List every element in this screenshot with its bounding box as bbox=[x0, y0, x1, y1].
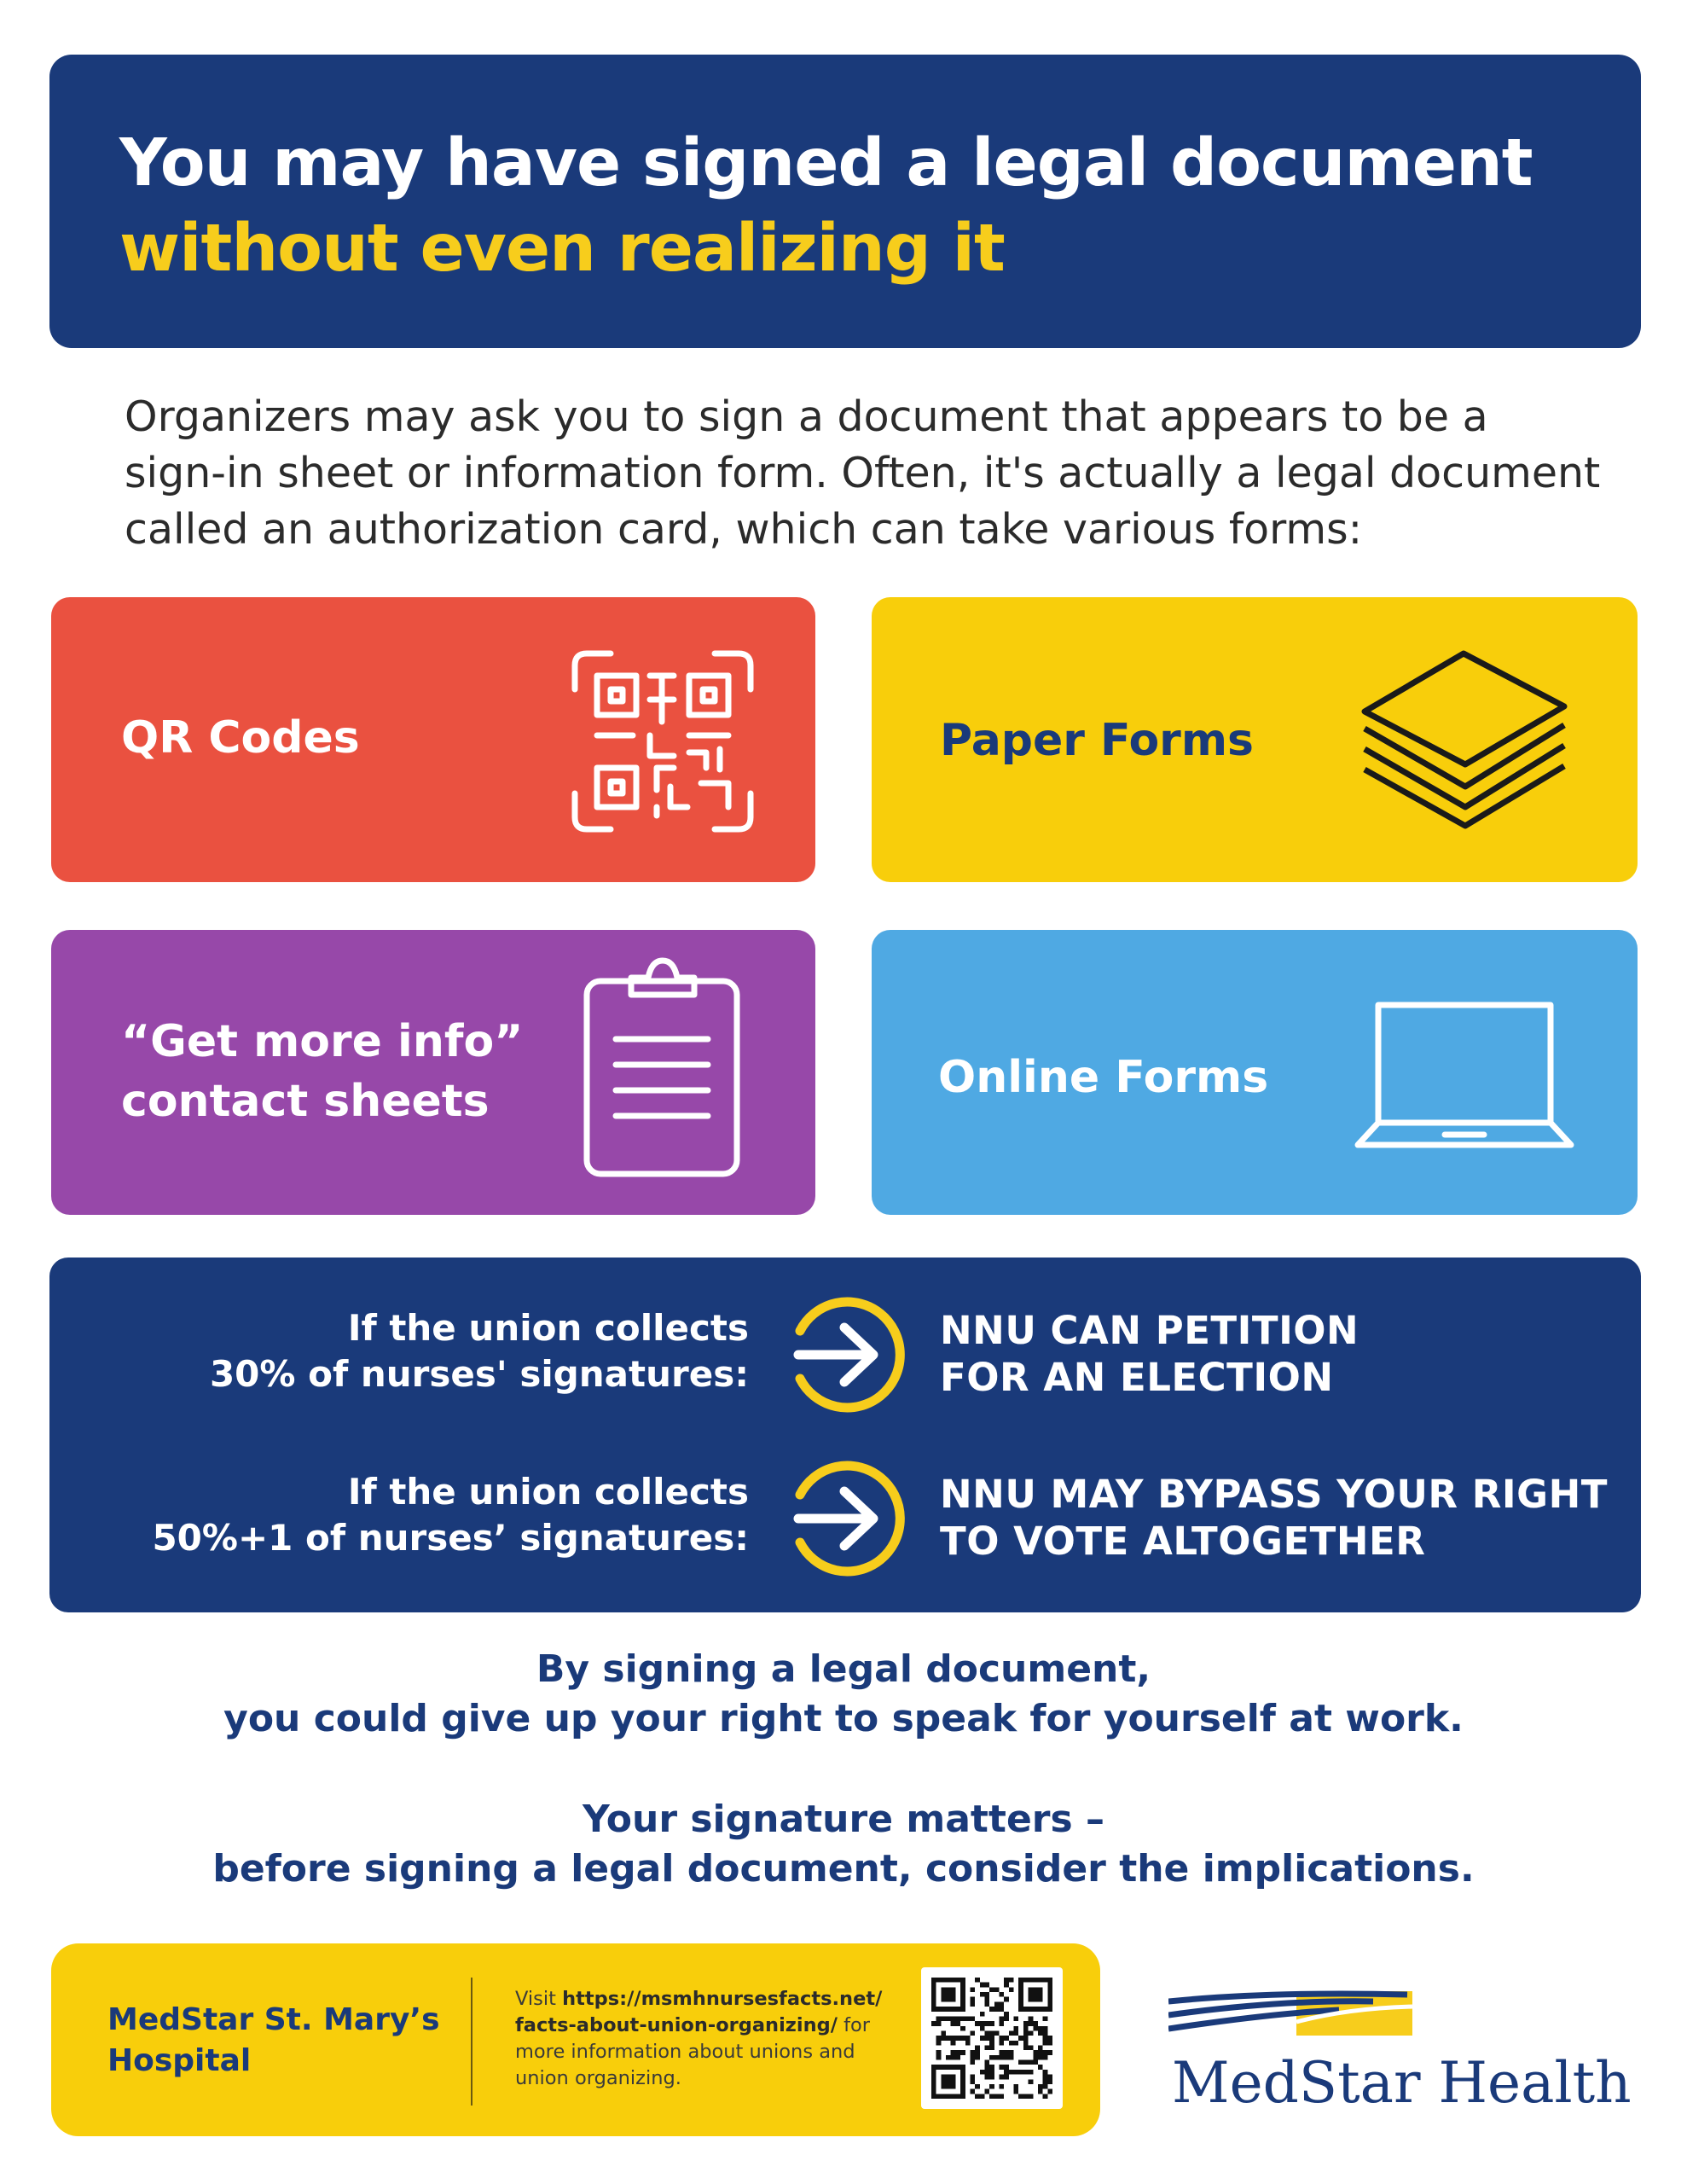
footer-info-box bbox=[51, 1943, 1100, 2136]
arrow-circle-icon bbox=[783, 1455, 909, 1582]
visit-text bbox=[515, 1986, 884, 2092]
paper-forms-label: Paper Forms bbox=[940, 715, 1254, 766]
get-more-info-line-1: “Get more info” bbox=[121, 1016, 524, 1067]
result-line: NNU MAY BYPASS YOUR RIGHT bbox=[940, 1472, 1608, 1517]
header-banner bbox=[49, 55, 1641, 348]
arrow-circle-icon bbox=[783, 1292, 909, 1418]
signature-thresholds-panel bbox=[49, 1258, 1641, 1612]
condition-line: If the union collects bbox=[347, 1471, 749, 1513]
hospital-name-line: Hospital bbox=[107, 2043, 252, 2078]
threshold-condition-50 bbox=[101, 1469, 749, 1561]
get-more-info-line-2: contact sheets bbox=[121, 1076, 490, 1127]
hospital-name bbox=[107, 2000, 440, 2082]
clipboard-icon bbox=[580, 956, 745, 1181]
paper-forms-card bbox=[872, 597, 1638, 882]
get-more-info-card bbox=[51, 930, 815, 1215]
qr-codes-card bbox=[51, 597, 815, 882]
result-line: TO VOTE ALTOGETHER bbox=[940, 1519, 1426, 1564]
footer-divider bbox=[471, 1978, 472, 2106]
threshold-result-50 bbox=[940, 1471, 1608, 1565]
logo-text: MedStar Health bbox=[1172, 2050, 1632, 2116]
laptop-icon bbox=[1353, 1000, 1576, 1153]
warning-message-2 bbox=[0, 1795, 1687, 1894]
condition-line: 30% of nurses' signatures: bbox=[209, 1353, 749, 1395]
intro-line: sign-in sheet or information form. Often, it's actually a legal document bbox=[125, 449, 1601, 497]
intro-line: called an authorization card, which can take various forms: bbox=[125, 505, 1363, 554]
website-link[interactable]: https://msmhnursesfacts.net/ bbox=[562, 1988, 883, 2010]
warning-line: before signing a legal document, consider the implications. bbox=[212, 1847, 1475, 1891]
warning-line: Your signature matters – bbox=[582, 1798, 1105, 1841]
result-line: FOR AN ELECTION bbox=[940, 1355, 1334, 1400]
qr-codes-label: QR Codes bbox=[121, 712, 360, 764]
threshold-result-30 bbox=[940, 1307, 1359, 1401]
warning-line: By signing a legal document, bbox=[536, 1647, 1151, 1691]
online-forms-label: Online Forms bbox=[938, 1052, 1269, 1103]
hospital-name-line: MedStar St. Mary’s bbox=[107, 2002, 440, 2037]
visit-prefix: Visit bbox=[515, 1988, 563, 2010]
threshold-condition-30 bbox=[101, 1305, 749, 1397]
visit-suffix: more information about unions and bbox=[515, 2041, 855, 2063]
medstar-health-logo bbox=[1168, 1988, 1632, 2116]
result-line: NNU CAN PETITION bbox=[940, 1308, 1359, 1353]
paper-stack-icon bbox=[1359, 645, 1569, 833]
visit-suffix: union organizing. bbox=[515, 2067, 681, 2089]
warning-line: you could give up your right to speak for yourself at work. bbox=[223, 1697, 1464, 1740]
headline-line-1: You may have signed a legal document bbox=[119, 125, 1533, 201]
website-qr-code[interactable] bbox=[921, 1967, 1063, 2109]
condition-line: 50%+1 of nurses’ signatures: bbox=[152, 1517, 749, 1559]
website-link-continued[interactable]: facts-about-union-organizing/ bbox=[515, 2014, 838, 2036]
warning-message-1 bbox=[0, 1645, 1687, 1744]
condition-line: If the union collects bbox=[347, 1307, 749, 1349]
headline-line-2: without even realizing it bbox=[119, 211, 1005, 287]
qr-code-icon bbox=[568, 647, 757, 836]
intro-paragraph bbox=[125, 389, 1601, 558]
get-more-info-label bbox=[121, 1012, 523, 1131]
online-forms-card bbox=[872, 930, 1638, 1215]
qr-code-image bbox=[931, 1978, 1052, 2099]
intro-line: Organizers may ask you to sign a document that appears to be a bbox=[125, 392, 1488, 441]
logo-mark bbox=[1168, 1988, 1416, 2039]
visit-suffix: for bbox=[837, 2014, 871, 2036]
